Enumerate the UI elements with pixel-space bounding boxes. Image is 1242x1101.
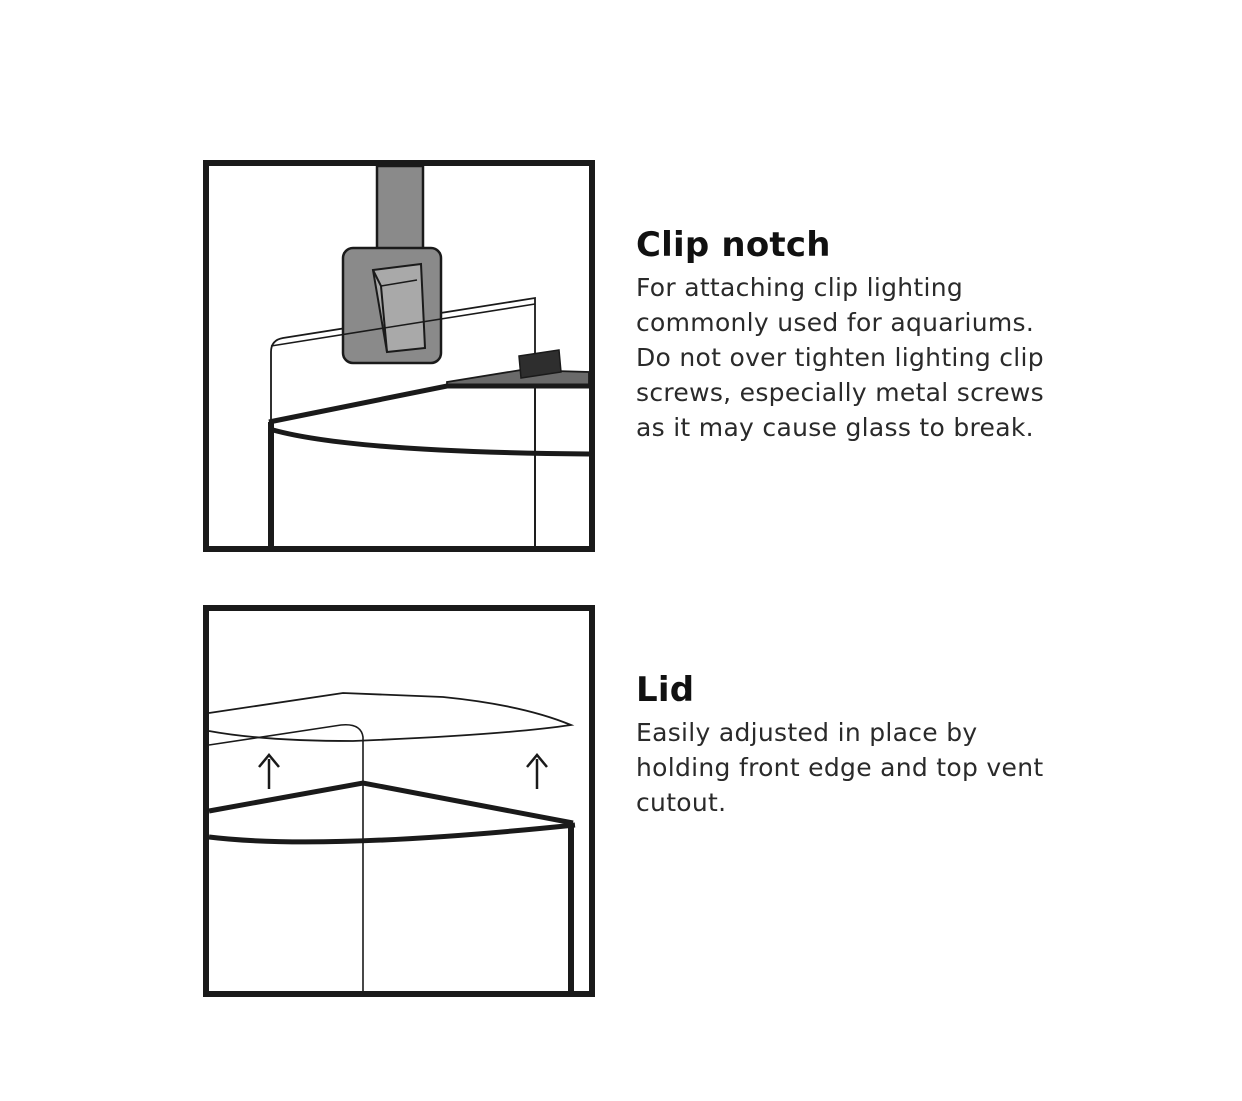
lid-drawing — [203, 605, 595, 997]
lid-description: Easily adjusted in place by holding front edge and top vent cutout. — [636, 718, 1044, 817]
clip-notch-caption — [636, 224, 1056, 445]
lamp-stem — [377, 166, 423, 256]
clip-notch-illustration — [203, 160, 595, 552]
lid-caption — [636, 669, 1056, 820]
clip-notch-drawing — [203, 160, 595, 552]
clip-notch-description: For attaching clip lighting commonly used for aquariums. Do not over tighten lighting clip screws, especially metal screws as it may cause glass to break. — [636, 273, 1044, 442]
lid-title: Lid — [636, 670, 695, 710]
clip-notch-title: Clip notch — [636, 225, 831, 265]
lid-illustration — [203, 605, 595, 997]
